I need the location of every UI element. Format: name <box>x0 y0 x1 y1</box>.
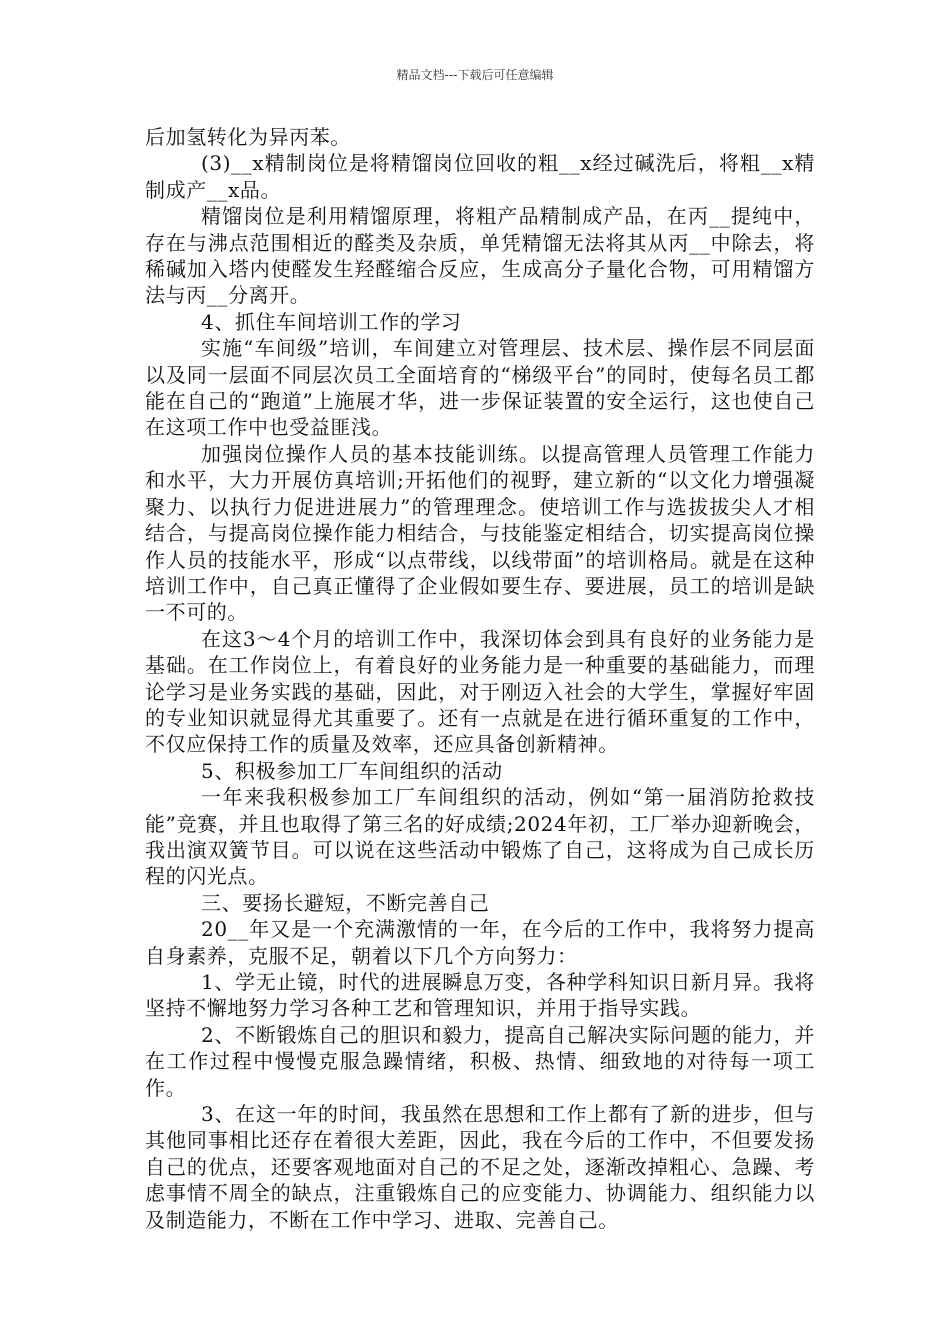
paragraph-2: (3)__x精制岗位是将精馏岗位回收的粗__x经过碱洗后，将粗__x精制成产__x品。 <box>145 151 815 202</box>
paragraph-6: 加强岗位操作人员的基本技能训练。以提高管理人员管理工作能力和水平，大力开展仿真培训;开拓他们的视野，建立新的“以文化力增强凝聚力、以执行力促进进展力”的管理理念。使培训工作与选拔拔尖人才相结合，与提高岗位操作能力相结合，与技能鉴定相结合，切实提高岗位操作人员的技能水平，形成“以点带线，以线带面”的培训格局。就是在这种培训工作中，自己真正懂得了企业假如要生存、要进展，员工的培训是缺一不可的。 <box>145 441 815 625</box>
list-item-1: 1、学无止镜，时代的进展瞬息万变，各种学科知识日新月异。我将坚持不懈地努力学习各种工艺和管理知识，并用于指导实践。 <box>145 970 815 1021</box>
document-body <box>145 124 815 1233</box>
list-item-3: 3、在这一年的时间，我虽然在思想和工作上都有了新的进步，但与其他同事相比还存在着很大差距，因此，我在今后的工作中，不但要发扬自己的优点，还要客观地面对自己的不足之处，逐渐改掉粗心、急躁、考虑事情不周全的缺点，注重锻炼自己的应变能力、协调能力、组织能力以及制造能力，不断在工作中学习、进取、完善自己。 <box>145 1102 815 1232</box>
paragraph-3: 精馏岗位是利用精馏原理，将粗产品精制成产品，在丙__提纯中，存在与沸点范围相近的醛类及杂质，单凭精馏无法将其从丙__中除去，将稀碱加入塔内使醛发生羟醛缩合反应，生成高分子量化合物，可用精馏方法与丙__分离开。 <box>145 204 815 308</box>
paragraph-7: 在这3～4个月的培训工作中，我深切体会到具有良好的业务能力是基础。在工作岗位上，有着良好的业务能力是一种重要的基础能力，而理论学习是业务实践的基础，因此，对于刚迈入社会的大学生，掌握好牢固的专业知识就显得尤其重要了。还有一点就是在进行循环重复的工作中，不仅应保持工作的质量及效率，还应具备创新精神。 <box>145 626 815 757</box>
list-item-2: 2、不断锻炼自己的胆识和毅力，提高自己解决实际问题的能力，并在工作过程中慢慢克服急躁情绪，积极、热情、细致地的对待每一项工作。 <box>145 1022 815 1100</box>
paragraph-9: 一年来我积极参加工厂车间组织的活动，例如“第一届消防抢救技能”竞赛，并且也取得了第三名的好成绩;2024年初，工厂举办迎新晚会，我出演双簧节目。可以说在这些活动中锻炼了自己，这将成为自己成长历程的闪光点。 <box>145 785 815 889</box>
paragraph-11: 20__年又是一个充满激情的一年，在今后的工作中，我将努力提高自身素养，克服不足，朝着以下几个方向努力： <box>145 917 815 968</box>
section-heading-3: 三、要扬长避短，不断完善自己 <box>201 890 490 915</box>
section-heading-4: 4、抓住车间培训工作的学习 <box>201 309 462 334</box>
paragraph-1: 后加氢转化为异丙苯。 <box>145 125 351 149</box>
page-header: 精品文档---下载后可任意编辑 <box>396 68 554 82</box>
paragraph-5: 实施“车间级”培训，车间建立对管理层、技术层、操作层不同层面以及同一层面不同层次员工全面培育的“梯级平台”的同时，使每名员工都能在自己的“跑道”上施展才华，进一步保证装置的安全运行，这也使自己在这项工作中也受益匪浅。 <box>145 336 815 440</box>
section-heading-5: 5、积极参加工厂车间组织的活动 <box>201 758 503 783</box>
